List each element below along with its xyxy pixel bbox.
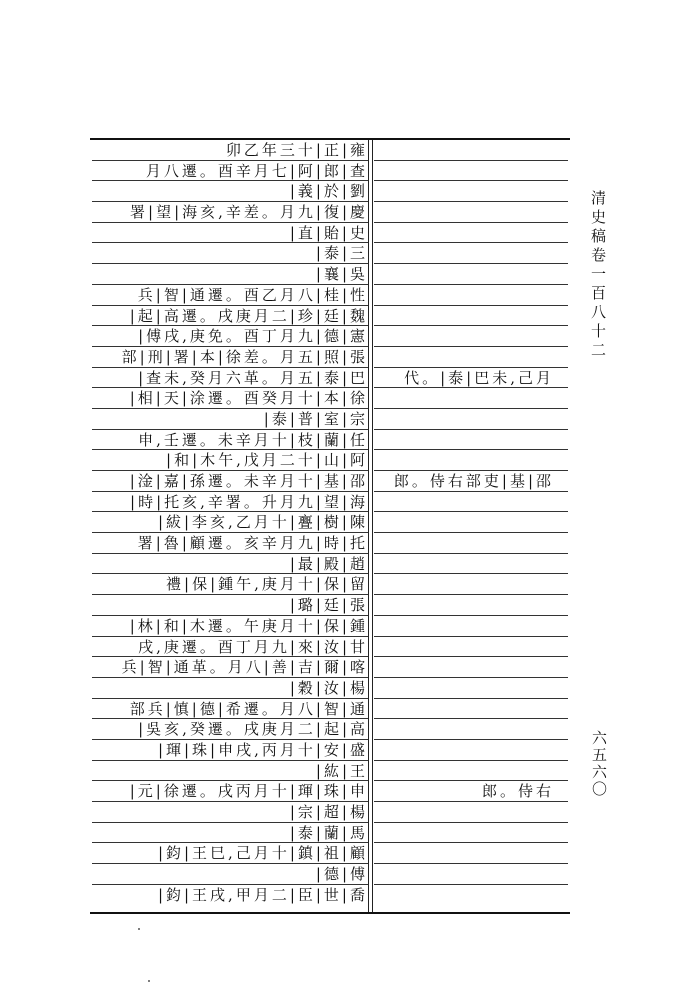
row-left-text: |傅戌,庚免。酉丁月九|德|憲 — [138, 327, 368, 346]
table-row — [92, 637, 568, 658]
row-left-text: |穀|汝|楊 — [289, 678, 368, 697]
table-row — [92, 264, 568, 285]
table-row — [92, 802, 568, 823]
row-left-text: |義|於|劉 — [289, 182, 368, 201]
table-row — [92, 140, 568, 161]
row-right-text: 郎。侍右部吏|基|邵 — [393, 472, 554, 490]
table-row — [92, 306, 568, 327]
table-row — [92, 388, 568, 409]
row-left-text: |和|木午,戊月二十|山|阿 — [166, 451, 368, 470]
table-row — [92, 347, 568, 368]
row-right-text: 代。|泰|巴未,己月 — [404, 368, 554, 387]
row-left-text: 兵|智|通遷。酉乙月八|桂|性 — [137, 285, 368, 304]
row-left-text: |鈞|王巳,己月十|鎮|祖|顧 — [157, 844, 368, 863]
row-left-text: |璐|廷|張 — [289, 596, 368, 615]
row-left-text: |時|托亥,辛署。升月九|望|海 — [130, 492, 368, 511]
table-row — [92, 326, 568, 347]
row-left-text: |淦|嘉|孫遷。未辛月十|基|邵 — [129, 472, 368, 490]
row-left-text: |吳亥,癸遷。戌庚月二|起|高 — [138, 720, 368, 739]
table-row — [92, 223, 568, 244]
row-left-text: 部兵|慎|德|希遷。月八|智|通 — [129, 699, 368, 718]
table-row — [92, 554, 568, 575]
margin-title: 清史稿卷一百八十二 — [589, 190, 607, 361]
table-row — [92, 202, 568, 223]
bottom-rule — [90, 912, 570, 914]
row-left-text: |最|殿|趙 — [289, 554, 368, 573]
table-row — [92, 368, 568, 389]
row-left-text: 禮|保|鍾午,庚月十|保|留 — [166, 575, 368, 594]
table-row — [92, 864, 568, 885]
row-left-text: |元|徐遷。戌丙月十|琿|珠|申 — [129, 782, 368, 801]
table-row — [92, 781, 568, 802]
table-row — [92, 823, 568, 844]
row-left-text: |德|傅 — [315, 865, 368, 884]
table-row — [92, 161, 568, 182]
row-left-text: |泰|三 — [315, 244, 368, 263]
table-row — [92, 243, 568, 264]
row-left-text: |起|高遷。戌庚月二|珍|廷|魏 — [129, 306, 368, 325]
row-left-text: 署|魯|顧遷。亥辛月九|時|托 — [137, 534, 368, 553]
row-left-text: |直|貽|史 — [289, 223, 368, 242]
row-left-text: |鈞|王戌,甲月二|臣|世|喬 — [157, 885, 368, 904]
table-row — [92, 678, 568, 699]
table-row — [92, 699, 568, 720]
row-left-text: 申,壬遷。未辛月十|枝|蘭|任 — [138, 430, 368, 449]
table-row — [92, 843, 568, 864]
row-left-text: |紱|李亥,乙月十|亹|樹|陳 — [157, 513, 368, 532]
row-left-text: 卯乙年三十|正|雍 — [225, 141, 368, 159]
table-row — [92, 471, 568, 492]
table-row — [92, 181, 568, 202]
table-row — [92, 512, 568, 533]
table-row — [92, 657, 568, 678]
row-left-text: |泰|普|室|宗 — [263, 409, 368, 428]
table-row — [92, 595, 568, 616]
row-left-text: 戌,庚遷。酉丁月九|來|汝|甘 — [138, 637, 368, 656]
speck — [148, 980, 150, 982]
row-left-text: |琿|珠|申戌,丙月十|安|盛 — [157, 740, 368, 759]
table-row — [92, 285, 568, 306]
row-left-text: |襄|吳 — [315, 265, 368, 284]
table-row — [92, 409, 568, 430]
row-left-text: |相|天|涂遷。酉癸月十|本|徐 — [129, 389, 368, 408]
row-left-text: |林|和|木遷。午庚月十|保|鍾 — [129, 616, 368, 635]
row-left-text: 兵|智|通革。月八|善|吉|爾|喀 — [121, 658, 368, 677]
table-row — [92, 719, 568, 740]
table-row — [92, 574, 568, 595]
row-left-text: 月八遷。酉辛月七|阿|郎|查 — [145, 161, 368, 180]
table-row — [92, 616, 568, 637]
row-left-text: |宗|超|楊 — [289, 803, 368, 821]
margin-page-number: 六五六〇 — [590, 730, 608, 798]
row-left-text: |紘|王 — [315, 761, 368, 780]
table-row — [92, 740, 568, 761]
row-left-text: 部|刑|署|本|徐差。月五|照|張 — [121, 347, 368, 366]
table-row — [92, 761, 568, 782]
table-row — [92, 492, 568, 513]
row-right-text: 郎。侍右 — [481, 782, 554, 801]
row-left-text: |查未,癸月六革。月五|泰|巴 — [138, 368, 368, 387]
table-row — [92, 450, 568, 471]
table-row — [92, 533, 568, 554]
table-row — [92, 885, 568, 906]
table-rows — [92, 140, 568, 905]
table-row — [92, 430, 568, 451]
speck — [138, 928, 140, 930]
row-left-text: 署|望|海亥,辛差。月九|復|慶 — [130, 203, 368, 222]
row-left-text: |泰|蘭|馬 — [289, 823, 368, 842]
